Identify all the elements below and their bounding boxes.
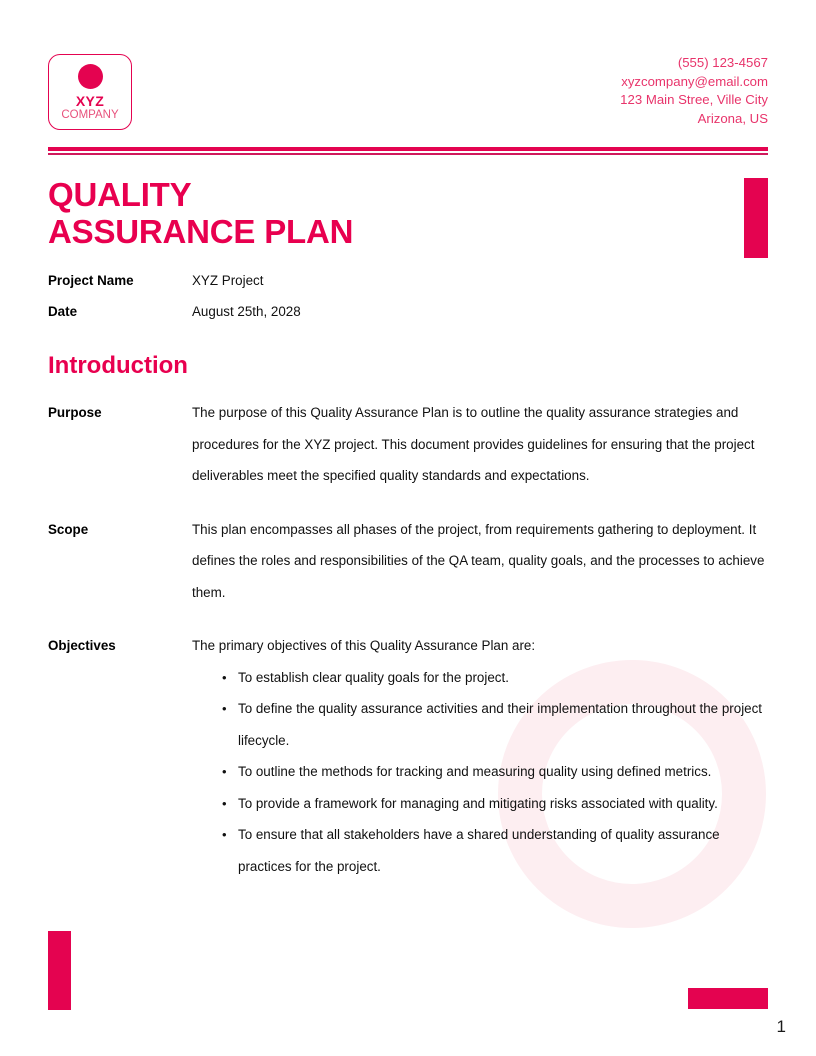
header-divider [48, 147, 768, 155]
page-title-line-1: QUALITY [48, 176, 192, 213]
accent-bar-title-right [744, 178, 768, 258]
list-item: • To ensure that all stakeholders have a shared understanding of quality assurance practices for the project. [222, 819, 768, 882]
divider-thin-rule [48, 153, 768, 155]
purpose-paragraph: The purpose of this Quality Assurance Plan is to outline the quality assurance strategies and procedures for the XYZ project. This document provides guidelines for ensuring that the project deliverables meet the specified quality standards and expectations. [192, 405, 755, 483]
list-item: • To define the quality assurance activities and their implementation throughout the project lifecycle. [222, 693, 768, 756]
meta-value-project-name: XYZ Project [192, 273, 264, 288]
list-item: • To outline the methods for tracking and measuring quality using defined metrics. [222, 756, 768, 788]
list-item: • To provide a framework for managing and mitigating risks associated with quality. [222, 788, 768, 820]
body-row-scope [48, 514, 768, 609]
accent-bar-footer-left [48, 931, 71, 1010]
objectives-list [192, 662, 768, 883]
meta-value-date: August 25th, 2028 [192, 304, 301, 319]
meta-row-project-name [48, 272, 568, 290]
body-text-scope [192, 514, 768, 609]
meta-label-date: Date [48, 304, 78, 319]
introduction-body [48, 397, 768, 882]
contact-details [620, 54, 768, 128]
meta-row-date [48, 303, 568, 321]
body-label-purpose: Purpose [48, 405, 102, 420]
page-title [48, 176, 568, 250]
meta-label-project-name: Project Name [48, 273, 134, 288]
list-item: • To establish clear quality goals for the project. [222, 662, 768, 694]
body-label-objectives: Objectives [48, 638, 116, 653]
body-text-purpose [192, 397, 768, 492]
accent-bar-footer-right [688, 988, 768, 1009]
objectives-intro: The primary objectives of this Quality Assurance Plan are: [192, 638, 536, 653]
body-row-purpose [48, 397, 768, 492]
logo-name-secondary: COMPANY [61, 109, 119, 121]
contact-email: xyzcompany@email.com [621, 73, 768, 89]
document-meta [48, 272, 568, 334]
document-header [48, 54, 768, 136]
scope-paragraph: This plan encompasses all phases of the project, from requirements gathering to deployment. It defines the roles and responsibilities of the QA team, quality goals, and the processes to achieve them. [192, 521, 765, 600]
body-row-objectives [48, 630, 768, 882]
page-number: 1 [776, 1017, 786, 1036]
logo-name-primary: XYZ [75, 93, 105, 109]
company-logo [48, 54, 132, 130]
section-heading-introduction: Introduction [48, 352, 188, 379]
page-title-line-2: ASSURANCE PLAN [48, 213, 354, 250]
body-label-scope: Scope [48, 521, 89, 537]
contact-address-line-1: 123 Main Stree, Ville City [620, 92, 768, 108]
contact-phone: (555) 123-4567 [677, 55, 768, 70]
body-text-objectives [192, 630, 768, 882]
circle-dot-icon [78, 64, 103, 89]
contact-address-line-2: Arizona, US [697, 110, 768, 126]
